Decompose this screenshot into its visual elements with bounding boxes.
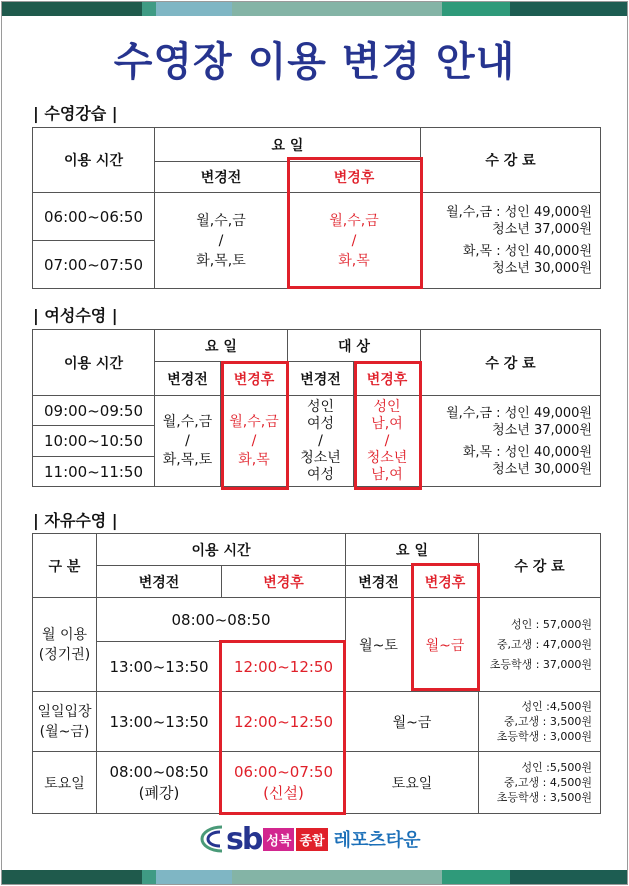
women-days-after: 월,수,금 / 화,목	[221, 396, 288, 487]
top-stripe	[2, 2, 627, 16]
free-header-time-after: 변경후	[222, 566, 346, 598]
logo-mark: sb	[226, 821, 262, 857]
women-target-after: 성인 남,여 / 청소년 남,여	[354, 396, 421, 487]
lessons-days-before: 월,수,금 / 화,목,토	[155, 193, 288, 289]
free-monthly-days-after: 월~금	[412, 598, 479, 692]
lessons-header-days: 요 일	[155, 128, 421, 162]
women-header-target: 대 상	[288, 330, 421, 362]
free-monthly-fee: 성인 : 57,000원 중,고생 : 47,000원 초등학생 : 37,000원	[479, 598, 601, 692]
lessons-days-after: 월,수,금 / 화,목	[288, 193, 421, 289]
women-table	[32, 329, 601, 487]
lessons-header-time: 이용 시간	[33, 128, 155, 193]
sb-mark-icon	[200, 824, 226, 854]
women-time-3: 11:00~11:50	[33, 457, 155, 487]
lessons-time-2: 07:00~07:50	[33, 241, 155, 289]
free-header-days: 요 일	[346, 534, 479, 566]
free-saturday-time-after: 06:00~07:50 (신설)	[222, 752, 346, 814]
free-table	[32, 533, 601, 814]
lessons-header-fee: 수 강 료	[421, 128, 601, 193]
logo-chip-jonghap: 종합	[296, 828, 327, 851]
free-daily-time-after: 12:00~12:50	[222, 692, 346, 752]
free-daily-days: 월~금	[346, 692, 479, 752]
free-header-kind: 구 분	[33, 534, 97, 598]
free-header-fee: 수 강 료	[479, 534, 601, 598]
free-header-days-before: 변경전	[346, 566, 412, 598]
free-saturday-fee: 성인 :5,500원 중,고생 : 4,500원 초등학생 : 3,500원	[479, 752, 601, 814]
women-header-days-before: 변경전	[155, 362, 221, 396]
page-title: 수영장 이용 변경 안내	[113, 39, 516, 85]
lessons-time-1: 06:00~06:50	[33, 193, 155, 241]
women-time-1: 09:00~09:50	[33, 396, 155, 426]
free-daily-time-before: 13:00~13:50	[97, 692, 222, 752]
section-women-heading: | 여성수영 |	[33, 306, 118, 325]
lessons-table	[32, 127, 601, 289]
women-days-before: 월,수,금 / 화,목,토	[155, 396, 221, 487]
lessons-header-before: 변경전	[155, 162, 288, 193]
women-header-days-after: 변경후	[221, 362, 288, 396]
women-header-days: 요 일	[155, 330, 288, 362]
women-header-fee: 수 강 료	[421, 330, 601, 396]
logo-chip-seongbuk: 성북	[263, 828, 294, 851]
bottom-stripe	[2, 870, 627, 884]
free-saturday-label: 토요일	[33, 752, 97, 814]
free-monthly-time-after: 12:00~12:50	[222, 642, 346, 692]
free-header-days-after: 변경후	[412, 566, 479, 598]
women-header-target-before: 변경전	[288, 362, 354, 396]
free-monthly-time-before: 13:00~13:50	[97, 642, 222, 692]
section-free-heading: | 자유수영 |	[33, 511, 118, 530]
free-monthly-time-row1: 08:00~08:50	[97, 598, 346, 642]
women-header-time: 이용 시간	[33, 330, 155, 396]
free-saturday-days: 토요일	[346, 752, 479, 814]
women-time-2: 10:00~10:50	[33, 426, 155, 457]
lessons-fee: 월,수,금 : 성인 49,000원 청소년 37,000원 화,목 : 성인 40,000원 청소년 30,000원	[421, 193, 601, 289]
women-fee: 월,수,금 : 성인 49,000원 청소년 37,000원 화,목 : 성인 40,000원 청소년 30,000원	[421, 396, 601, 487]
free-daily-fee: 성인 :4,500원 중,고생 : 3,500원 초등학생 : 3,000원	[479, 692, 601, 752]
free-monthly-label: 월 이용 (정기권)	[33, 598, 97, 692]
lessons-header-after: 변경후	[288, 162, 421, 193]
women-header-target-after: 변경후	[354, 362, 421, 396]
logo-town: 레포츠타운	[333, 830, 421, 851]
free-header-time-before: 변경전	[97, 566, 222, 598]
free-daily-label: 일일입장 (월~금)	[33, 692, 97, 752]
women-target-before: 성인 여성 / 청소년 여성	[288, 396, 354, 487]
free-monthly-days-before: 월~토	[346, 598, 412, 692]
free-saturday-time-before: 08:00~08:50 (폐강)	[97, 752, 222, 814]
section-lessons-heading: | 수영강습 |	[33, 104, 118, 123]
free-header-time: 이용 시간	[97, 534, 346, 566]
sports-town-logo	[200, 822, 421, 856]
